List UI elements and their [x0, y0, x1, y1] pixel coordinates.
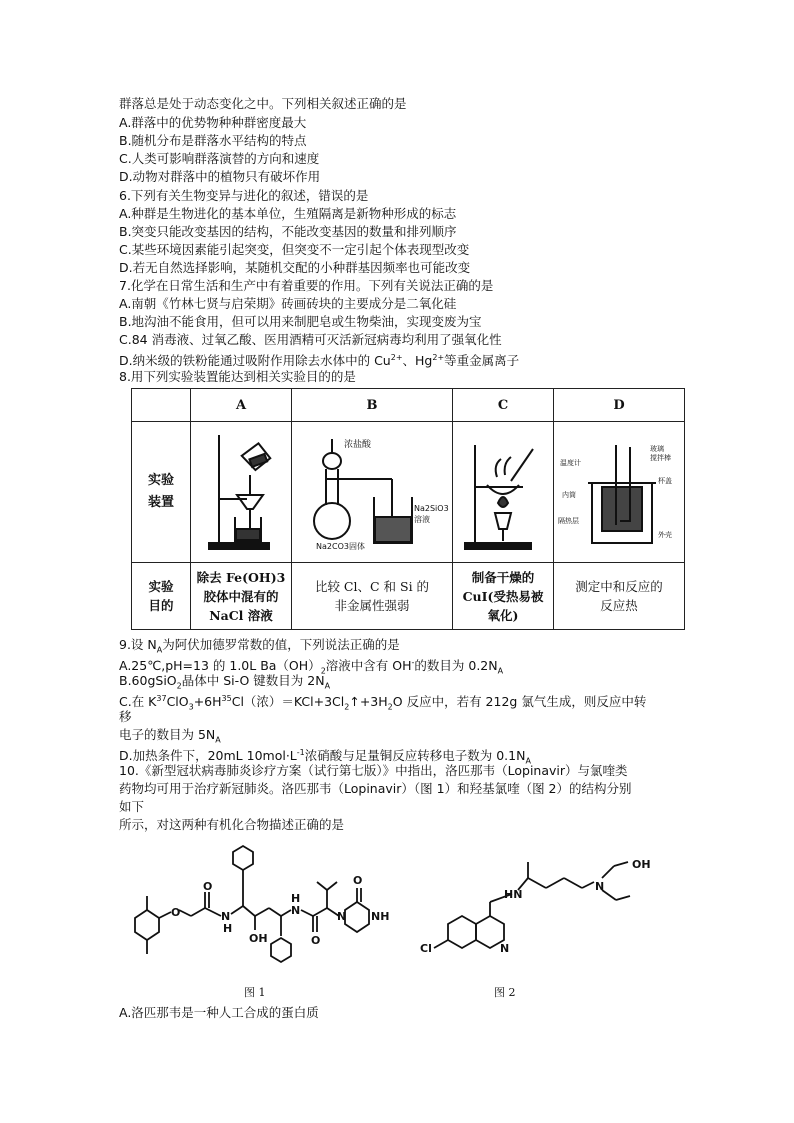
svg-text:HN: HN	[504, 888, 523, 901]
svg-text:N: N	[595, 880, 605, 893]
svg-text:N: N	[337, 910, 347, 923]
label-outer-shell: 外壳	[658, 531, 672, 539]
filtration-apparatus-diagram	[191, 425, 291, 555]
q9-option-b: B.60gSiO$_2$晶体中 Si-O 键数目为 $2N_A$	[119, 673, 331, 691]
evaporation-apparatus-diagram	[453, 425, 553, 555]
svg-text:O: O	[311, 934, 321, 947]
q5-option-d: D.动物对群落中的植物只有破坏作用	[119, 169, 321, 184]
label-insulation: 隔热层	[558, 517, 579, 525]
svg-text:N: N	[500, 942, 510, 955]
apparatus-c	[453, 422, 554, 563]
q5-option-a: A.群落中的优势物种种群密度最大	[119, 115, 307, 130]
q7-option-d: D.纳米级的铁粉能通过吸附作用除去水体中的 $Cu^{2+}$、$Hg^{2+}$等重金属离子	[119, 353, 520, 369]
label-inner-cylinder: 内筒	[562, 491, 576, 499]
row-label-purpose: 实验目的	[132, 563, 191, 630]
q9-option-c: C.在 $K^{37}ClO_3+6H^{35}Cl$（浓）$=KCl+3Cl_2↑+3H_2O$ 反应中，若有 212g 氯气生成，则反应中转	[119, 694, 647, 712]
svg-text:H: H	[291, 892, 301, 905]
q9-option-a: A.25℃,pH=13 的 1.0L $Ba(OH)_2$溶液中含有 OH-的数目为 $0.2N_A$	[119, 658, 504, 676]
question-10-stem: 10.《新型冠状病毒肺炎诊疗方案（试行第七版）》中指出，洛匹那韦（Lopinavir）与氯喹类	[119, 763, 628, 778]
q7-option-b: B.地沟油不能食用，但可以用来制肥皂或生物柴油，实现变废为宝	[119, 314, 482, 329]
purpose-c: 制备干燥的 CuI(受热易被 氧化)	[453, 563, 554, 630]
generation-apparatus-diagram	[292, 425, 452, 555]
svg-text:NH: NH	[371, 910, 390, 923]
lopinavir-structure	[125, 840, 400, 980]
label-solution: 溶液	[414, 515, 430, 524]
calorimeter-diagram	[554, 425, 684, 555]
experiment-table	[131, 388, 685, 630]
question-8-stem: 8.用下列实验装置能达到相关实验目的的是	[119, 369, 356, 384]
figure-2-caption: 图 2	[494, 986, 516, 999]
svg-text:Cl: Cl	[420, 942, 432, 955]
label-sodium-silicate: Na2SiO3	[414, 504, 449, 513]
svg-text:H: H	[223, 922, 233, 935]
q9-option-c-cont: 移	[119, 709, 132, 724]
header-c: C	[453, 389, 554, 422]
question-5-stem: 群落总是处于动态变化之中。下列相关叙述正确的是	[119, 96, 407, 111]
q6-option-d: D.若无自然选择影响，某随机交配的小种群基因频率也可能改变	[119, 260, 471, 275]
header-d: D	[554, 389, 685, 422]
question-6-stem: 6.下列有关生物变异与进化的叙述，错误的是	[119, 188, 369, 203]
question-9-stem: 9.设 $N_A$为阿伏加德罗常数的值，下列说法正确的是	[119, 637, 400, 655]
question-7-stem: 7.化学在日常生活和生产中有着重要的作用。下列有关说法正确的是	[119, 278, 494, 293]
svg-text:N: N	[291, 904, 301, 917]
svg-text:O: O	[171, 906, 181, 919]
svg-text:OH: OH	[249, 932, 268, 945]
question-10-stem-2: 药物均可用于治疗新冠肺炎。洛匹那韦（Lopinavir）（图 1）和羟基氯喹（图 2）的结构分别	[119, 781, 632, 796]
hydroxychloroquine-structure	[418, 848, 658, 978]
q9-option-c-cont2: 电子的数目为 $5N_A$	[119, 727, 221, 745]
q6-option-c: C.某些环境因素能引起突变，但突变不一定引起个体表现型改变	[119, 242, 470, 257]
label-stirring-rod: 搅拌棒	[650, 454, 671, 462]
apparatus-b	[292, 422, 453, 563]
figure-1-caption: 图 1	[244, 986, 266, 999]
q6-option-a: A.种群是生物进化的基本单位，生殖隔离是新物种形成的标志	[119, 206, 457, 221]
purpose-d: 测定中和反应的 反应热	[554, 563, 685, 630]
q10-option-a: A.洛匹那韦是一种人工合成的蛋白质	[119, 1005, 319, 1020]
apparatus-d	[554, 422, 685, 563]
label-glass: 玻璃	[650, 445, 664, 453]
svg-text:O: O	[203, 880, 213, 893]
label-lid: 杯盖	[658, 477, 672, 485]
apparatus-a	[191, 422, 292, 563]
label-thermometer: 温度计	[560, 459, 581, 467]
purpose-a: 除去 Fe(OH)3 胶体中混有的 NaCl 溶液	[191, 563, 292, 630]
question-10-stem-3: 如下	[119, 799, 145, 814]
svg-text:O: O	[353, 874, 363, 887]
table-corner	[132, 389, 191, 422]
header-a: A	[191, 389, 292, 422]
svg-text:OH: OH	[632, 858, 651, 871]
q6-option-b: B.突变只能改变基因的结构，不能改变基因的数量和排列顺序	[119, 224, 457, 239]
q7-option-c: C.84 消毒液、过氧乙酸、医用酒精可灭活新冠病毒均利用了强氧化性	[119, 332, 502, 347]
q7-option-a: A.南朝《竹林七贤与启荣期》砖画砖块的主要成分是二氧化硅	[119, 296, 457, 311]
q5-option-b: B.随机分布是群落水平结构的特点	[119, 133, 307, 148]
q5-option-c: C.人类可影响群落演替的方向和速度	[119, 151, 320, 166]
label-hydrochloric-acid: 浓盐酸	[344, 440, 372, 450]
header-b: B	[292, 389, 453, 422]
purpose-b: 比较 Cl、C 和 Si 的 非金属性强弱	[292, 563, 453, 630]
q9-option-d: D.加热条件下，20mL $10mol\cdot L^{-1}$浓硝酸与足量铜反应转移电子数为 $0.1N_A$	[119, 748, 531, 766]
row-label-apparatus: 实验装置	[132, 422, 191, 563]
svg-text:N: N	[221, 910, 231, 923]
question-10-stem-4: 所示，对这两种有机化合物描述正确的是	[119, 817, 345, 832]
label-sodium-carbonate: Na2CO3固体	[316, 542, 365, 551]
